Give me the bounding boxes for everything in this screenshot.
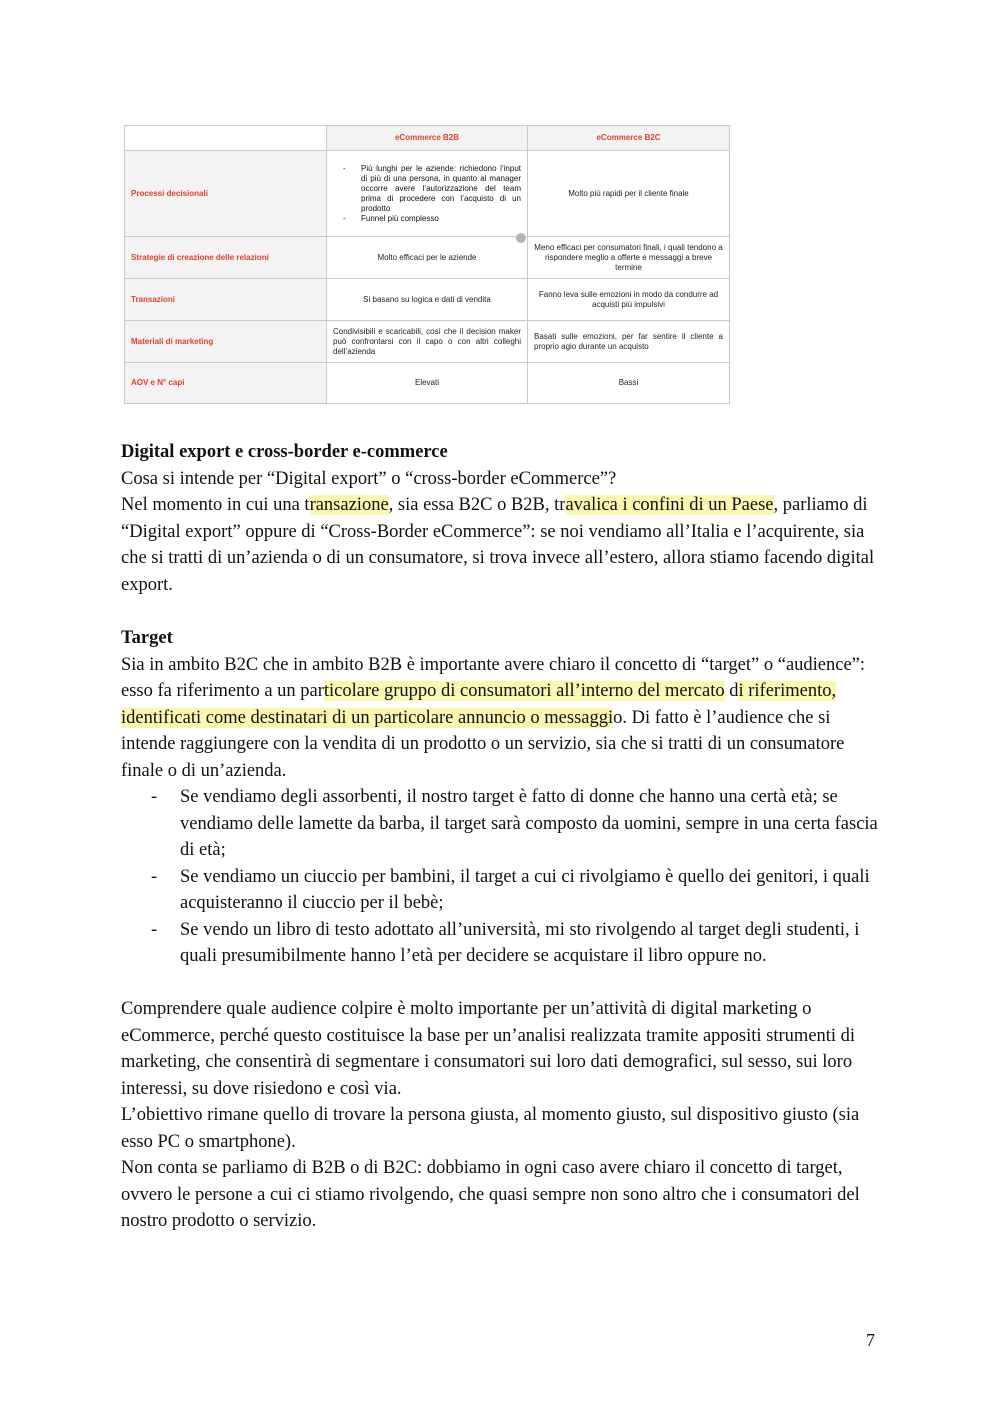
row-label: Processi decisionali bbox=[125, 151, 327, 237]
heading-digital-export: Digital export e cross-border e-commerce bbox=[121, 442, 448, 462]
text-run: , sia essa B2C o B2B, tr bbox=[388, 495, 566, 515]
cell-list-item: - Funnel più complesso bbox=[343, 214, 521, 224]
highlight: ransazione bbox=[309, 495, 389, 515]
cell-list-item: - Più lunghi per le aziende: richiedono l’input di più di una persona, in quanto al manager occorre avere l’autorizzazione del team prima di procedere con l’acquisto di un prodotto bbox=[343, 164, 521, 214]
table-row bbox=[125, 363, 730, 404]
heading-target: Target bbox=[121, 628, 173, 648]
table-row bbox=[125, 321, 730, 363]
cell-b2c: Basati sulle emozioni, per far sentire il cliente a proprio agio durante un acquisto bbox=[528, 321, 730, 363]
comparison-table bbox=[124, 125, 730, 404]
text-run: d bbox=[724, 681, 739, 701]
row-label: Strategie di creazione delle relazioni bbox=[125, 237, 327, 279]
table-header-row bbox=[125, 126, 730, 151]
page-number: 7 bbox=[866, 1330, 875, 1350]
text-run: Nel momento in cui una t bbox=[121, 495, 310, 515]
blank-line bbox=[121, 970, 883, 997]
list-item: - Se vendo un libro di testo adottato all’università, mi sto rivolgendo al target degli studenti, i quali presumibilmente hanno l’età per decidere se acquistare il libro oppure no. bbox=[121, 917, 883, 970]
table-row bbox=[125, 151, 730, 237]
paragraph-objective: L’obiettivo rimane quello di trovare la persona giusta, al momento giusto, sul dispositivo giusto (sia esso PC o smartphone). bbox=[121, 1105, 860, 1152]
cell-b2b: Molto efficaci per le aziende bbox=[327, 237, 528, 279]
table-resize-handle[interactable] bbox=[516, 233, 526, 243]
highlight: i riferimento, identificati come destinatari di un particolare annuncio o messaggi bbox=[121, 681, 837, 728]
list-item: - Se vendiamo degli assorbenti, il nostro target è fatto di donne che hanno una certà età; se vendiamo delle lamette da barba, il target sarà composto da uomini, sempre in una certa fascia di età; bbox=[121, 784, 883, 864]
paragraph-target bbox=[121, 652, 883, 785]
row-label: Materiali di marketing bbox=[125, 321, 327, 363]
section-target bbox=[121, 625, 883, 1235]
list-item: - Se vendiamo un ciuccio per bambini, il target a cui ci rivolgiamo è quello dei genitori, i quali acquisteranno il ciuccio per il bebè; bbox=[121, 864, 883, 917]
table-row bbox=[125, 279, 730, 321]
table-corner-cell bbox=[125, 126, 327, 151]
text-run: , parliamo di “Digital export” oppure di “Cross-Border eCommerce”: se noi vendiamo all’Italia e l’acquirente, sia che si tratti di un’azienda o di un consumatore, si trova invece all’estero, allora stiamo facendo digital export. bbox=[121, 495, 875, 595]
table-row bbox=[125, 237, 730, 279]
row-label: AOV e N° capi bbox=[125, 363, 327, 404]
paragraph-audience: Comprendere quale audience colpire è molto importante per un’attività di digital marketing o eCommerce, perché questo costituisce la base per un’analisi realizzata tramite appositi strumenti di marketing, che consentirà di segmentare i consumatori sui loro dati demografici, sul sesso, sui loro interessi, su dove risiedono e così via. bbox=[121, 999, 856, 1099]
highlight: avalica i confini di un Paese bbox=[565, 495, 774, 515]
cell-b2c: Molto più rapidi per il cliente finale bbox=[528, 151, 730, 237]
cell-b2c: Fanno leva sulle emozioni in modo da condurre ad acquisti più impulsivi bbox=[528, 279, 730, 321]
question-line: Cosa si intende per “Digital export” o “cross-border eCommerce”? bbox=[121, 468, 617, 489]
text-run: o. Di fatto è l’audience che si intende raggiungere con la vendita di un prodotto o un servizio, sia che si tratti di un consumatore finale o di un’azienda. bbox=[121, 707, 845, 781]
row-label: Transazioni bbox=[125, 279, 327, 321]
column-header-b2b: eCommerce B2B bbox=[327, 126, 528, 151]
cell-b2c: Meno efficaci per consumatori finali, i quali tendono a rispondere meglio a offerte e messaggi a breve termine bbox=[528, 237, 730, 279]
cell-b2b: Condivisibili e scaricabili, così che il decision maker può confrontarsi con il capo o con altri colleghi dell’azienda bbox=[327, 321, 528, 363]
highlight: ticolare gruppo di consumatori all’interno del mercato bbox=[323, 681, 725, 701]
cell-b2b: Elevati bbox=[327, 363, 528, 404]
column-header-b2c: eCommerce B2C bbox=[528, 126, 730, 151]
cell-b2c: Bassi bbox=[528, 363, 730, 404]
cell-b2b bbox=[327, 151, 528, 237]
section-digital-export bbox=[121, 439, 883, 598]
paragraph-digital-export bbox=[121, 492, 883, 598]
paragraph-conclusion: Non conta se parliamo di B2B o di B2C: dobbiamo in ogni caso avere chiaro il concetto di target, ovvero le persone a cui ci stiamo rivolgendo, che quasi sempre non sono altro che i consumatori del nostro prodotto o servizio. bbox=[121, 1158, 860, 1231]
example-list bbox=[121, 784, 883, 970]
text-run: Sia in ambito B2C che in ambito B2B è importante avere chiaro il concetto di “target” o “audience”: esso fa riferimento a un par bbox=[121, 654, 866, 701]
cell-b2b: Si basano su logica e dati di vendita bbox=[327, 279, 528, 321]
